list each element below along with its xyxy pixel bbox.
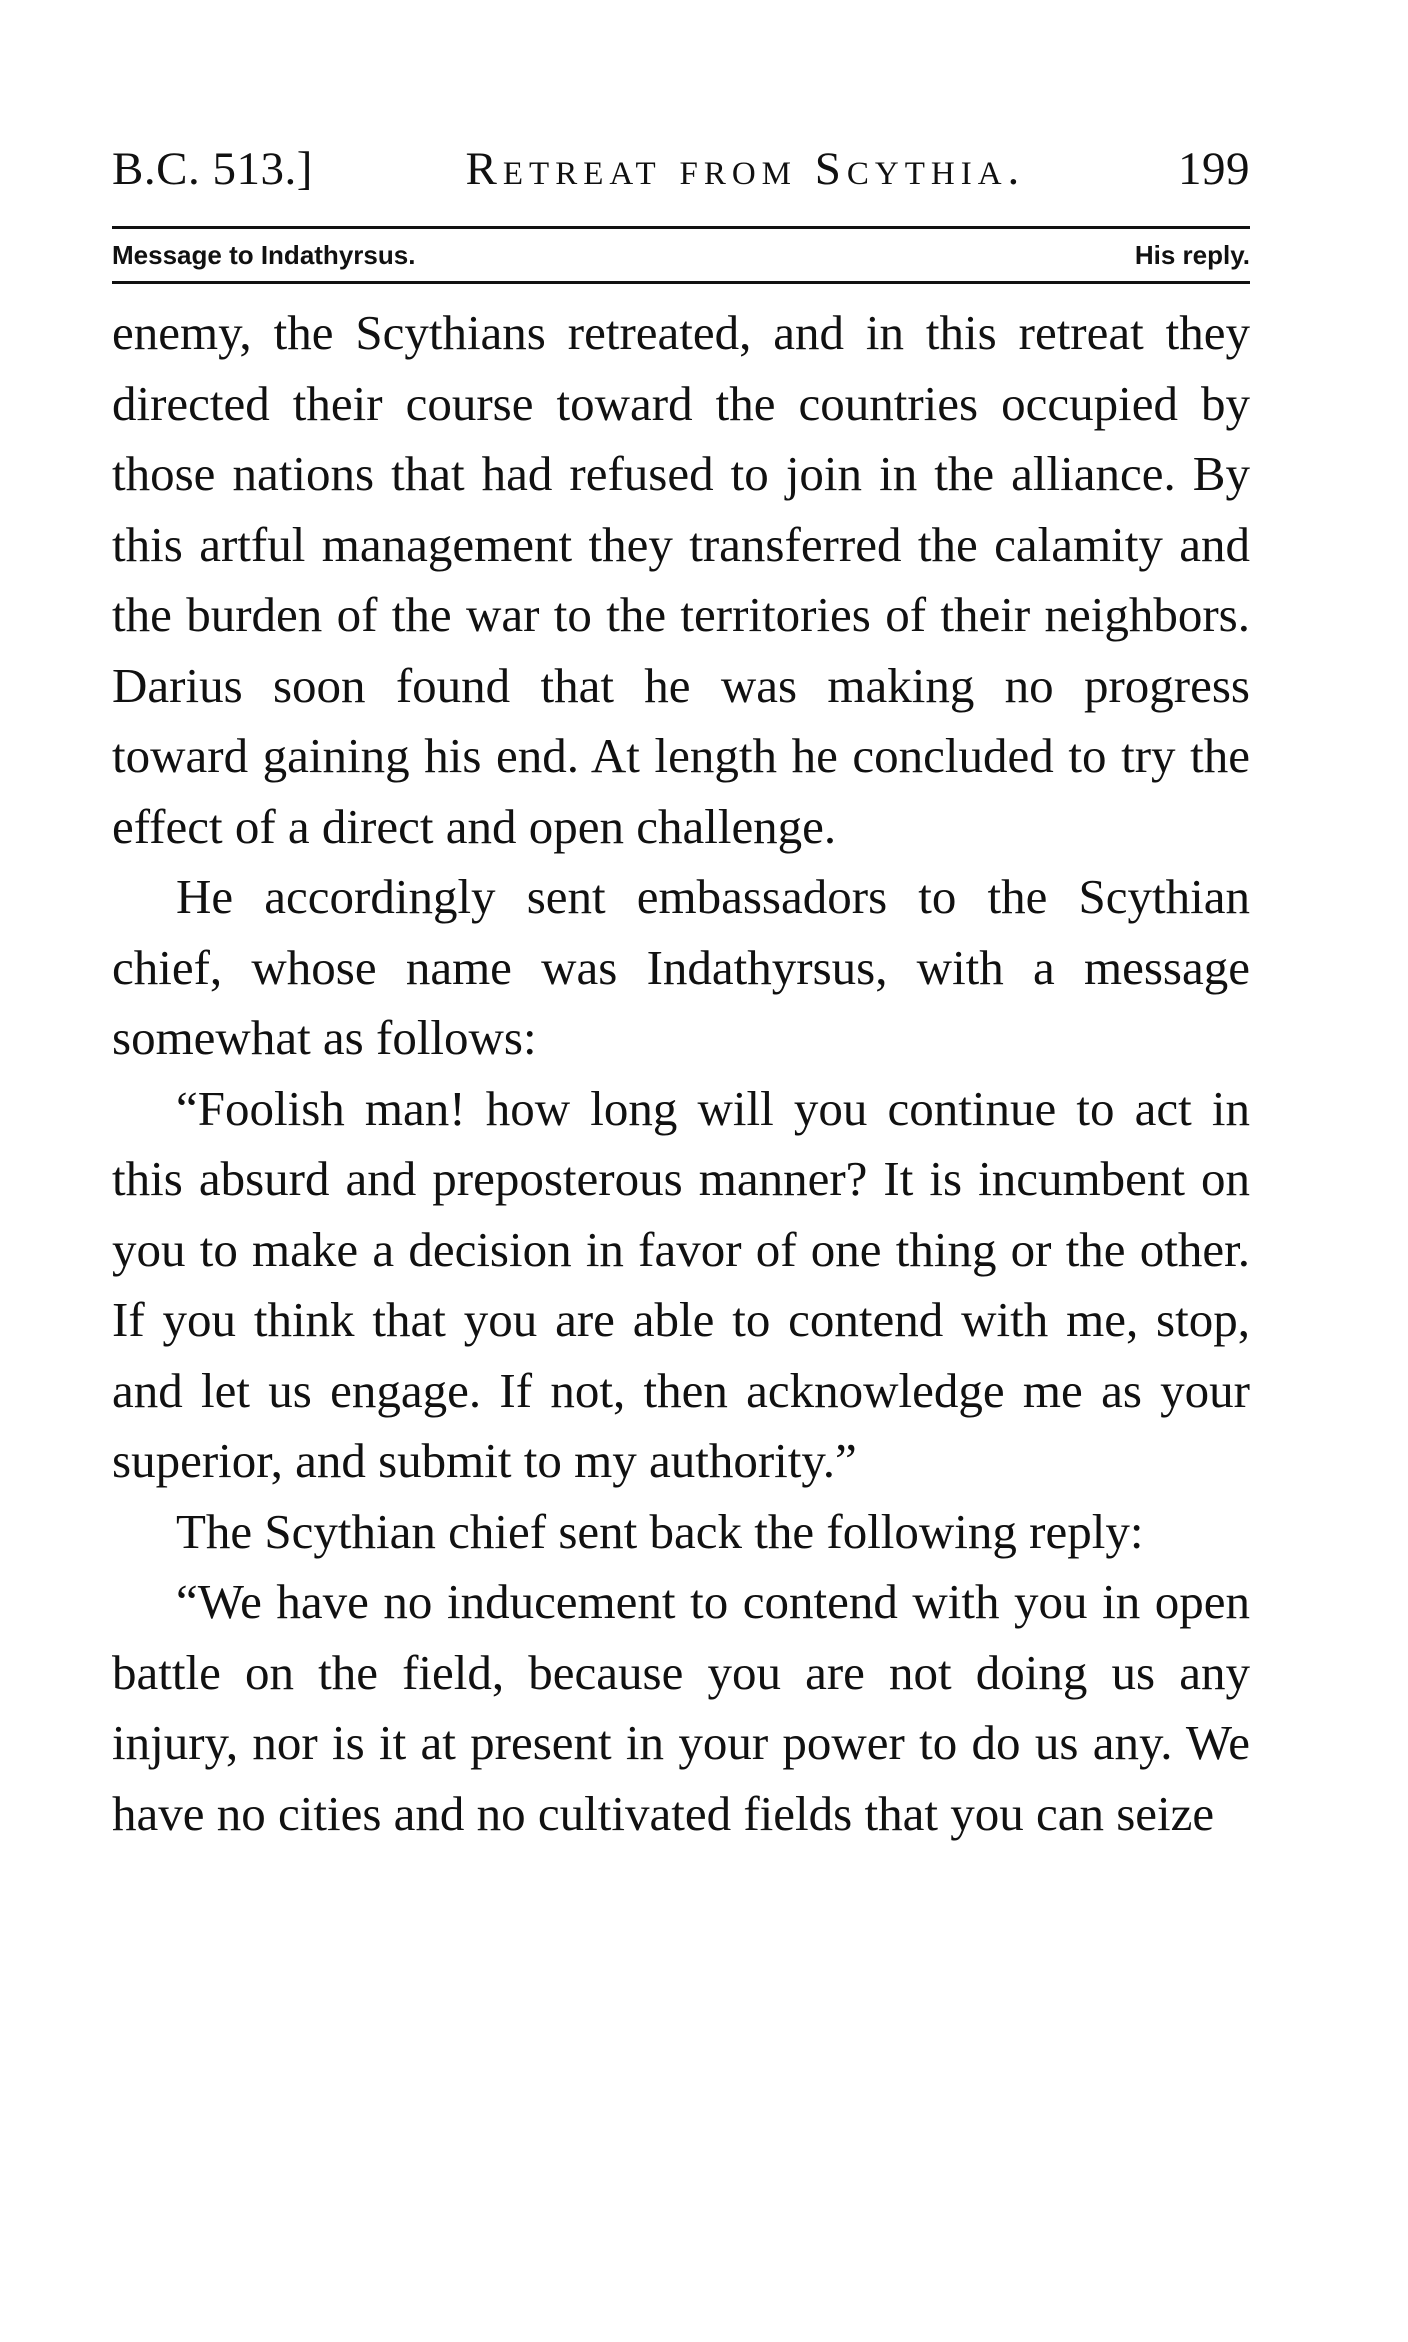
subhead-left: Message to Indathyrsus. [112, 240, 416, 270]
header-date: B.C. 513.] [112, 143, 313, 195]
paragraph-continued: enemy, the Scythians retreated, and in this retreat they directed their course toward the countries occupied by those nations that had refused to join in the alliance. By this artful management they transferred the calamity and the burden of the war to the territories of their neighbors. Darius soon found that he was making no progress toward gaining his end. At length he concluded to try the effect of a direct and open challenge. [112, 305, 1250, 854]
running-head [112, 140, 1250, 198]
page-number: 199 [1177, 143, 1250, 195]
subhead-right: His reply. [1134, 240, 1250, 270]
book-page [112, 140, 1250, 1849]
paragraph-darius-message: “Foolish man! how long will you continue to act in this absurd and preposterous manner? It is incumbent on you to make a decision in favor of one thing or the other. If you think that you are able to contend with me, stop, and let us engage. If not, then acknowledge me as your superior, and submit to my authority.” [112, 1080, 1250, 1488]
paragraph-scythian-reply: “We have no inducement to contend with you in open battle on the field, because you are not doing us any injury, nor is it at present in your power to do us any. We have no cities and no cultivated fields that you can seize [112, 1574, 1250, 1841]
header-title: Retreat from Scythia. [465, 143, 1026, 195]
header-rule-bottom [112, 281, 1250, 284]
marginal-subheads [112, 237, 1250, 273]
body-text [112, 298, 1250, 1849]
paragraph-reply-intro: The Scythian chief sent back the following reply: [176, 1503, 1144, 1559]
paragraph-embassadors: He accordingly sent embassadors to the Scythian chief, whose name was Indathyrsus, with a message somewhat as follows: [112, 869, 1250, 1065]
header-rule-top [112, 226, 1250, 229]
